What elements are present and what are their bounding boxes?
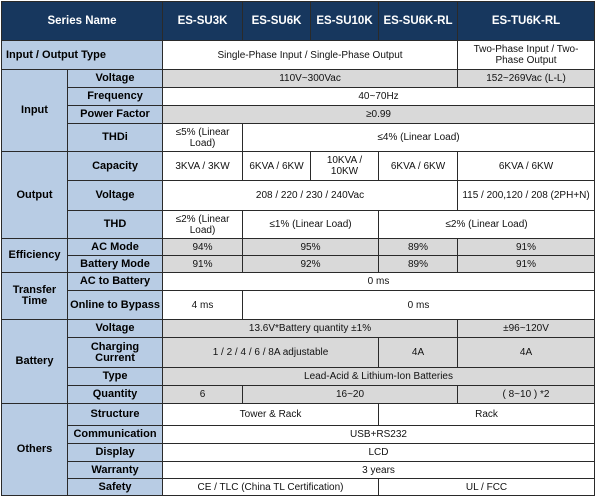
input-voltage-single: 110V~300Vac	[163, 70, 458, 88]
safety-label: Safety	[68, 479, 163, 496]
online-to-bypass-su3k: 4 ms	[163, 291, 243, 320]
communication-label: Communication	[68, 426, 163, 444]
battery-category: Battery	[2, 320, 68, 404]
safety-row	[2, 479, 595, 496]
battery-mode-su6k-10k: 92%	[243, 256, 379, 273]
output-voltage-two: 115 / 200,120 / 208 (2PH+N)	[458, 181, 595, 211]
display-value: LCD	[163, 444, 595, 462]
battery-quantity-label: Quantity	[68, 386, 163, 404]
battery-quantity-row	[2, 386, 595, 404]
thd-label: THD	[68, 211, 163, 239]
input-category: Input	[2, 70, 68, 152]
warranty-label: Warranty	[68, 462, 163, 479]
thdi-su3k: ≤5% (Linear Load)	[163, 124, 243, 152]
ac-to-battery-label: AC to Battery	[68, 273, 163, 291]
ac-mode-tu6k-rl: 91%	[458, 239, 595, 256]
model-header-es-su10k: ES-SU10K	[311, 2, 379, 41]
structure-su: Tower & Rack	[163, 404, 379, 426]
battery-mode-su3k: 91%	[163, 256, 243, 273]
frequency-value: 40~70Hz	[163, 88, 595, 106]
structure-label: Structure	[68, 404, 163, 426]
display-label: Display	[68, 444, 163, 462]
display-row	[2, 444, 595, 462]
ac-mode-su6k-rl: 89%	[379, 239, 458, 256]
thdi-label: THDi	[68, 124, 163, 152]
battery-voltage-row	[2, 320, 595, 338]
model-header-es-su6k-rl: ES-SU6K-RL	[379, 2, 458, 41]
thd-rl: ≤2% (Linear Load)	[379, 211, 595, 239]
capacity-tu6k-rl: 6KVA / 6KW	[458, 152, 595, 181]
charging-current-row	[2, 338, 595, 368]
output-voltage-single: 208 / 220 / 230 / 240Vac	[163, 181, 458, 211]
output-voltage-row	[2, 181, 595, 211]
model-header-es-su6k: ES-SU6K	[243, 2, 311, 41]
battery-voltage-label: Voltage	[68, 320, 163, 338]
structure-rl: Rack	[379, 404, 595, 426]
battery-type-value: Lead-Acid & Lithium-Ion Batteries	[163, 368, 595, 386]
capacity-su3k: 3KVA / 3KW	[163, 152, 243, 181]
ac-to-battery-value: 0 ms	[163, 273, 595, 291]
battery-mode-su6k-rl: 89%	[379, 256, 458, 273]
communication-row	[2, 426, 595, 444]
communication-value: USB+RS232	[163, 426, 595, 444]
safety-su: CE / TLC (China TL Certification)	[163, 479, 379, 496]
online-to-bypass-others: 0 ms	[243, 291, 595, 320]
charging-current-su: 1 / 2 / 4 / 6 / 8A adjustable	[163, 338, 379, 368]
io-type-row	[2, 41, 595, 70]
warranty-row	[2, 462, 595, 479]
spec-table	[1, 1, 595, 496]
thd-su3k: ≤2% (Linear Load)	[163, 211, 243, 239]
model-header-es-su3k: ES-SU3K	[163, 2, 243, 41]
capacity-su10k: 10KVA / 10KW	[311, 152, 379, 181]
battery-voltage-single: 13.6V*Battery quantity ±1%	[163, 320, 458, 338]
io-type-single: Single-Phase Input / Single-Phase Output	[163, 41, 458, 70]
battery-voltage-two: ±96~120V	[458, 320, 595, 338]
capacity-su6k: 6KVA / 6KW	[243, 152, 311, 181]
safety-rl: UL / FCC	[379, 479, 595, 496]
io-type-two: Two-Phase Input / Two-Phase Output	[458, 41, 595, 70]
others-category: Others	[2, 404, 68, 496]
power-factor-value: ≥0.99	[163, 106, 595, 124]
battery-type-row	[2, 368, 595, 386]
ac-to-battery-row	[2, 273, 595, 291]
capacity-su6k-rl: 6KVA / 6KW	[379, 152, 458, 181]
ac-mode-label: AC Mode	[68, 239, 163, 256]
input-frequency-row	[2, 88, 595, 106]
output-category: Output	[2, 152, 68, 239]
battery-type-label: Type	[68, 368, 163, 386]
power-factor-row	[2, 106, 595, 124]
series-name-header: Series Name	[2, 2, 163, 41]
io-type-label: Input / Output Type	[2, 41, 163, 70]
charging-current-tu6k-rl: 4A	[458, 338, 595, 368]
online-to-bypass-row	[2, 291, 595, 320]
charging-current-su6k-rl: 4A	[379, 338, 458, 368]
battery-quantity-su6k-10k-rl: 16~20	[243, 386, 458, 404]
capacity-row	[2, 152, 595, 181]
output-voltage-label: Voltage	[68, 181, 163, 211]
model-header-es-tu6k-rl: ES-TU6K-RL	[458, 2, 595, 41]
online-to-bypass-label: Online to Bypass	[68, 291, 163, 320]
battery-mode-tu6k-rl: 91%	[458, 256, 595, 273]
thd-row	[2, 211, 595, 239]
ac-mode-row	[2, 239, 595, 256]
battery-mode-row	[2, 256, 595, 273]
charging-current-label: Charging Current	[68, 338, 163, 368]
structure-row	[2, 404, 595, 426]
transfer-time-category: Transfer Time	[2, 273, 68, 320]
input-voltage-two: 152~269Vac (L-L)	[458, 70, 595, 88]
thd-su6k-10k: ≤1% (Linear Load)	[243, 211, 379, 239]
ac-mode-su3k: 94%	[163, 239, 243, 256]
battery-mode-label: Battery Mode	[68, 256, 163, 273]
warranty-value: 3 years	[163, 462, 595, 479]
battery-quantity-su3k: 6	[163, 386, 243, 404]
power-factor-label: Power Factor	[68, 106, 163, 124]
battery-quantity-tu6k-rl: ( 8~10 ) *2	[458, 386, 595, 404]
thdi-row	[2, 124, 595, 152]
capacity-label: Capacity	[68, 152, 163, 181]
efficiency-category: Efficiency	[2, 239, 68, 273]
ac-mode-su6k-10k: 95%	[243, 239, 379, 256]
frequency-label: Frequency	[68, 88, 163, 106]
input-voltage-row	[2, 70, 595, 88]
header-row	[2, 2, 595, 41]
thdi-others: ≤4% (Linear Load)	[243, 124, 595, 152]
input-voltage-label: Voltage	[68, 70, 163, 88]
